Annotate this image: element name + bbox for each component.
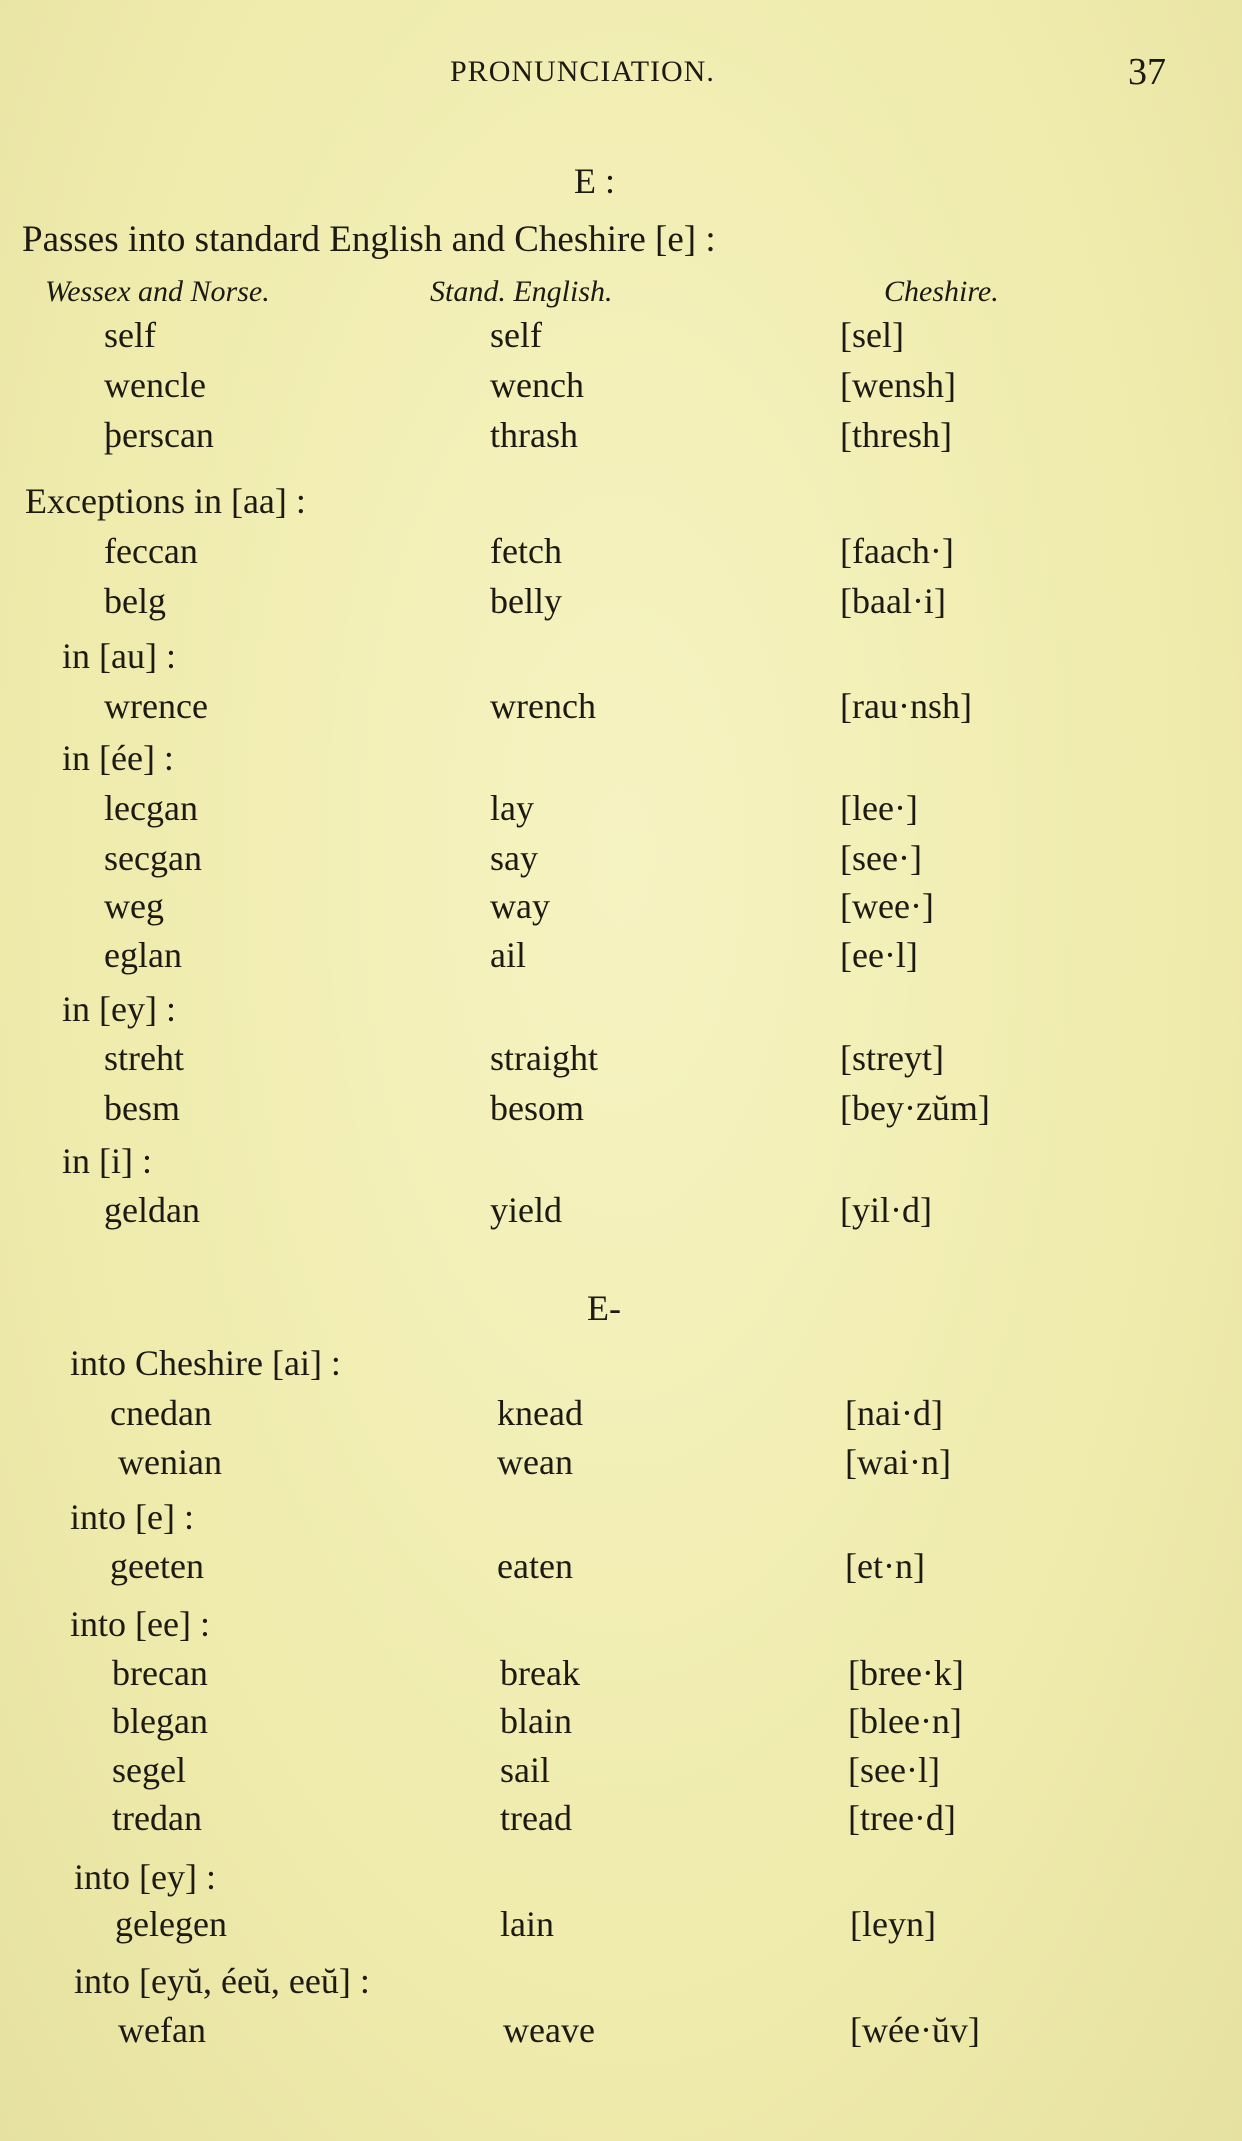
wessex-word: wencle: [104, 365, 206, 405]
page-number: 37: [1128, 51, 1166, 93]
standard-word: yield: [490, 1190, 562, 1230]
group-label: in [au] :: [62, 636, 176, 676]
wessex-word: tredan: [112, 1798, 202, 1838]
group-label: in [ey] :: [62, 989, 176, 1029]
wessex-word: weg: [104, 886, 164, 926]
group-label: into [ey] :: [74, 1857, 216, 1897]
cheshire-word: [wensh]: [840, 365, 956, 405]
standard-word: straight: [490, 1038, 598, 1078]
cheshire-word: [wée·ŭv]: [850, 2010, 980, 2050]
standard-word: ail: [490, 935, 526, 975]
standard-word: blain: [500, 1701, 572, 1741]
wessex-word: wefan: [118, 2010, 206, 2050]
cheshire-word: [tree·d]: [848, 1798, 956, 1838]
wessex-word: wenian: [118, 1442, 222, 1482]
cheshire-word: [ee·l]: [840, 935, 918, 975]
cheshire-word: [yil·d]: [840, 1190, 932, 1230]
cheshire-word: [wee·]: [840, 886, 934, 926]
standard-word: self: [490, 315, 542, 355]
cheshire-word: [wai·n]: [845, 1442, 951, 1482]
section-heading-e-long: E-: [587, 1288, 621, 1328]
standard-word: lay: [490, 788, 534, 828]
wessex-word: þerscan: [104, 415, 214, 455]
group-label: in [i] :: [62, 1141, 152, 1181]
standard-word: say: [490, 838, 538, 878]
wessex-word: besm: [104, 1088, 180, 1128]
group-label: Exceptions in [aa] :: [25, 481, 306, 521]
standard-word: besom: [490, 1088, 584, 1128]
standard-word: belly: [490, 581, 562, 621]
cheshire-word: [bree·k]: [848, 1653, 964, 1693]
cheshire-word: [faach·]: [840, 531, 954, 571]
standard-word: thrash: [490, 415, 578, 455]
cheshire-word: [leyn]: [850, 1904, 936, 1944]
standard-word: eaten: [497, 1546, 573, 1586]
wessex-word: brecan: [112, 1653, 208, 1693]
group-label: into [e] :: [70, 1497, 194, 1537]
standard-word: wean: [497, 1442, 573, 1482]
cheshire-word: [see·l]: [848, 1750, 940, 1790]
cheshire-word: [bey·zŭm]: [840, 1088, 990, 1128]
cheshire-word: [rau·nsh]: [840, 686, 972, 726]
wessex-word: segel: [112, 1750, 186, 1790]
wessex-word: belg: [104, 581, 166, 621]
standard-word: break: [500, 1653, 580, 1693]
group-label: into [eyŭ, éeŭ, eeŭ] :: [74, 1961, 370, 2001]
cheshire-word: [lee·]: [840, 788, 918, 828]
cheshire-word: [baal·i]: [840, 581, 946, 621]
section-intro: Passes into standard English and Cheshire [e] :: [22, 219, 716, 260]
column-header-standard: Stand. English.: [430, 275, 613, 308]
standard-word: way: [490, 886, 550, 926]
standard-word: weave: [503, 2010, 595, 2050]
cheshire-word: [nai·d]: [845, 1393, 943, 1433]
wessex-word: streht: [104, 1038, 184, 1078]
standard-word: knead: [497, 1393, 583, 1433]
standard-word: fetch: [490, 531, 562, 571]
group-label: into [ee] :: [70, 1604, 210, 1644]
cheshire-word: [et·n]: [845, 1546, 925, 1586]
column-header-wessex: Wessex and Norse.: [45, 275, 270, 308]
running-header: PRONUNCIATION.: [450, 55, 715, 88]
wessex-word: lecgan: [104, 788, 198, 828]
wessex-word: feccan: [104, 531, 198, 571]
section-heading-e: E :: [574, 161, 615, 201]
standard-word: tread: [500, 1798, 572, 1838]
standard-word: wrench: [490, 686, 596, 726]
wessex-word: wrence: [104, 686, 208, 726]
group-label: into Cheshire [ai] :: [70, 1343, 341, 1383]
group-label: in [ée] :: [62, 738, 174, 778]
cheshire-word: [blee·n]: [848, 1701, 962, 1741]
cheshire-word: [thresh]: [840, 415, 952, 455]
wessex-word: gelegen: [115, 1904, 227, 1944]
wessex-word: geeten: [110, 1546, 204, 1586]
wessex-word: eglan: [104, 935, 182, 975]
standard-word: wench: [490, 365, 584, 405]
cheshire-word: [streyt]: [840, 1038, 944, 1078]
standard-word: sail: [500, 1750, 550, 1790]
wessex-word: cnedan: [110, 1393, 212, 1433]
cheshire-word: [sel]: [840, 315, 904, 355]
wessex-word: self: [104, 315, 156, 355]
column-header-cheshire: Cheshire.: [884, 275, 999, 308]
wessex-word: geldan: [104, 1190, 200, 1230]
wessex-word: secgan: [104, 838, 202, 878]
standard-word: lain: [500, 1904, 554, 1944]
wessex-word: blegan: [112, 1701, 208, 1741]
cheshire-word: [see·]: [840, 838, 922, 878]
